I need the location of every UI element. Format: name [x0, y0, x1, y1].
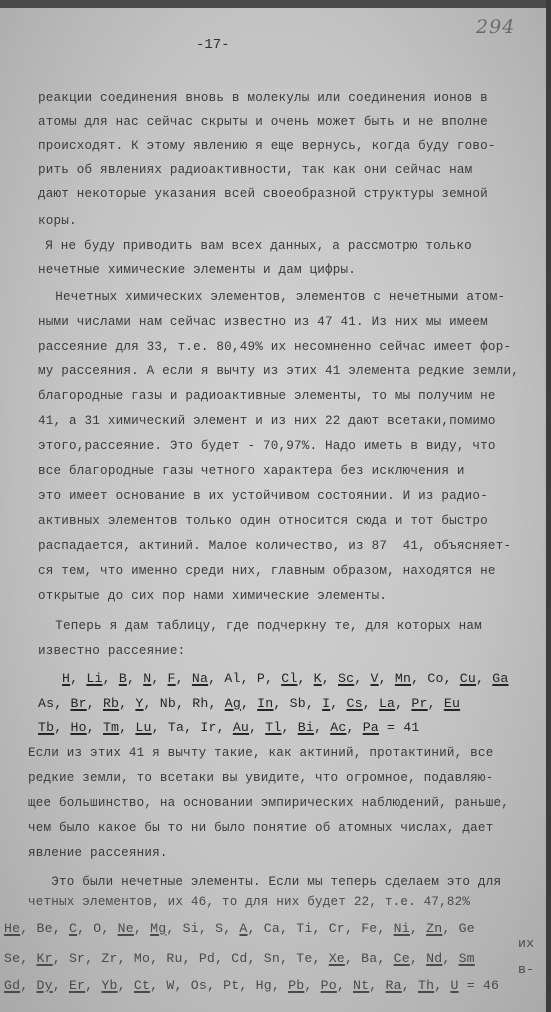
element-symbol: Sb: [289, 696, 306, 711]
text-line: чем было какое бы то ни было понятие об атомных числах, дает: [28, 821, 494, 835]
element-symbol: Sm: [458, 951, 475, 966]
element-symbol: Cd: [231, 951, 248, 966]
even-elements-row-1: He, Be, C, O, Ne, Mg, Si, S, A, Ca, Ti, Cr, Fe, Ni, Zn, Ge: [4, 921, 475, 936]
element-symbol: In: [257, 696, 274, 711]
text-line: нечетные химические элементы и дам цифры.: [38, 263, 357, 277]
text-line: му рассеяния. А если я вычту из этих 41 элемента редкие земли,: [38, 364, 519, 378]
element-symbol: Rh: [192, 696, 209, 711]
element-symbol: Nt: [353, 978, 370, 993]
text-line: коры.: [38, 214, 77, 228]
text-line: это имеет основание в их устойчивом состоянии. И из радио-: [38, 489, 488, 503]
element-symbol: Bi: [297, 720, 314, 735]
text-line: этого,рассеяние. Это будет - 70,97%. Надо иметь в виду, что: [38, 439, 496, 453]
element-symbol: Cu: [459, 671, 477, 686]
element-symbol: Dy: [36, 978, 53, 993]
text-line: Я не буду приводить вам всех данных, а рассмотрю только: [22, 239, 472, 253]
odd-elements-row-2: As, Br, Rb, Y, Nb, Rh, Ag, In, Sb, I, Cs, La, Pr, Eu: [38, 696, 461, 711]
odd-elements-row-1: H, Li, B, N, F, Na, Al, P, Cl, K, Sc, V, Mn, Co, Cu, Ga: [62, 671, 509, 686]
element-symbol: Pt: [223, 978, 240, 993]
element-symbol: Ct: [133, 978, 151, 993]
element-symbol: Te: [296, 951, 313, 966]
text-line: рить об явлениях радиоактивности, так как они сейчас нам: [38, 163, 473, 177]
scan-right-border: [546, 0, 551, 1012]
element-symbol: Cr: [328, 921, 345, 936]
element-symbol: Nb: [159, 696, 176, 711]
element-symbol: As: [38, 696, 55, 711]
text-line: происходят. К этому явлению я еще вернусь, когда буду гово-: [38, 139, 496, 153]
element-symbol: F: [167, 671, 176, 686]
element-symbol: Rb: [102, 696, 120, 711]
element-symbol: Tb: [38, 720, 55, 735]
text-line: рассеяние для 33, т.е. 80,49% их несомненно сейчас имеет фор-: [38, 340, 512, 354]
element-symbol: Po: [320, 978, 337, 993]
element-symbol: Li: [86, 671, 103, 686]
text-line: открытые до сих пор нами химические элементы.: [38, 589, 388, 603]
text-line: благородные газы и радиоактивные элементы, то мы получим не: [38, 389, 496, 403]
page-number: -17-: [196, 37, 230, 53]
element-symbol: Au: [232, 720, 250, 735]
element-symbol: B: [118, 671, 127, 686]
element-symbol: Sn: [263, 951, 280, 966]
text-line: активных элементов только один относится сюда и тот быстро: [38, 514, 488, 528]
text-line: Это были нечетные элементы. Если мы теперь сделаем это для: [28, 875, 502, 889]
element-symbol: Cs: [346, 696, 363, 711]
element-symbol: Ni: [393, 921, 410, 936]
text-line: атомы для нас сейчас скрыты и очень может быть и не вполне: [38, 115, 488, 129]
element-symbol: Ta: [167, 720, 185, 735]
element-symbol: Ti: [296, 921, 313, 936]
text-line: четных элементов, их 46, то для них будет 22, т.е. 47,82%: [28, 895, 471, 909]
element-count: = 46: [458, 978, 500, 993]
element-symbol: Sr: [68, 951, 86, 966]
element-symbol: La: [378, 696, 396, 711]
element-symbol: Be: [36, 921, 53, 936]
handwritten-page-number: 294: [476, 16, 516, 38]
element-symbol: Xe: [328, 951, 345, 966]
element-symbol: Hg: [255, 978, 272, 993]
element-symbol: Th: [417, 978, 435, 993]
element-symbol: Mo: [133, 951, 151, 966]
element-symbol: Kr: [36, 951, 53, 966]
element-symbol: Ga: [492, 671, 509, 686]
text-line: Теперь я дам таблицу, где подчеркну те, для которых нам: [32, 619, 482, 633]
element-symbol: Pb: [288, 978, 305, 993]
element-symbol: Zr: [101, 951, 118, 966]
element-symbol: Nd: [426, 951, 443, 966]
text-line: ся тем, что именно среди них, главным образом, находятся не: [38, 564, 496, 578]
element-symbol: N: [143, 671, 152, 686]
element-symbol: Ra: [385, 978, 402, 993]
element-symbol: Br: [70, 696, 87, 711]
element-symbol: O: [93, 921, 102, 936]
element-symbol: Se: [4, 951, 21, 966]
even-elements-row-1-suffix: их: [518, 936, 535, 951]
element-symbol: Y: [135, 696, 144, 711]
element-symbol: Ir: [200, 720, 217, 735]
element-symbol: Ge: [458, 921, 475, 936]
odd-elements-row-3: Tb, Ho, Tm, Lu, Ta, Ir, Au, Tl, Bi, Ac, Pa = 41: [38, 720, 420, 735]
element-symbol: Os: [190, 978, 207, 993]
element-symbol: Mn: [394, 671, 412, 686]
element-symbol: Si: [182, 921, 199, 936]
element-symbol: Cl: [281, 671, 298, 686]
element-symbol: Ba: [361, 951, 378, 966]
element-symbol: Pr: [411, 696, 428, 711]
element-symbol: Ru: [166, 951, 183, 966]
element-symbol: Er: [68, 978, 86, 993]
element-symbol: Ce: [393, 951, 410, 966]
element-symbol: H: [62, 671, 71, 686]
text-line: известно рассеяние:: [38, 644, 186, 658]
text-line: Нечетных химических элементов, элементов с нечетными атом-: [32, 290, 506, 304]
element-symbol: Yb: [101, 978, 118, 993]
text-line: щее большинство, на основании эмпирических наблюдений, раньше,: [28, 796, 509, 810]
even-elements-row-2-suffix: в-: [518, 962, 535, 977]
text-line: явление рассеяния.: [28, 846, 168, 860]
element-symbol: Ho: [70, 720, 87, 735]
element-symbol: I: [322, 696, 331, 711]
element-symbol: Pa: [362, 720, 379, 735]
element-symbol: Pd: [198, 951, 216, 966]
element-symbol: Mg: [150, 921, 167, 936]
text-line: реакции соединения вновь в молекулы или соединения ионов в: [38, 91, 488, 105]
element-symbol: Co: [427, 671, 444, 686]
even-elements-row-3: Gd, Dy, Er, Yb, Ct, W, Os, Pt, Hg, Pb, Po, Nt, Ra, Th, U = 46: [4, 978, 500, 993]
element-symbol: Tm: [102, 720, 120, 735]
text-line: 41, а 31 химический элемент и из них 22 дают всетаки,помимо: [38, 414, 496, 428]
element-symbol: Ag: [224, 696, 241, 711]
text-line: ными числами нам сейчас известно из 47 41. Из них мы имеем: [38, 315, 488, 329]
element-symbol: Sc: [338, 671, 355, 686]
scan-top-border: [0, 0, 551, 8]
even-elements-row-2: Se, Kr, Sr, Zr, Mo, Ru, Pd, Cd, Sn, Te, Xe, Ba, Ce, Nd, Sm: [4, 951, 475, 966]
element-symbol: W: [166, 978, 175, 993]
text-line: редкие земли, то всетаки вы увидите, что огромное, подавляю-: [28, 771, 494, 785]
element-symbol: Lu: [135, 720, 152, 735]
element-symbol: A: [239, 921, 248, 936]
element-symbol: Ac: [330, 720, 347, 735]
element-symbol: Zn: [426, 921, 443, 936]
text-line: распадается, актиний. Малое количество, из 87 41, объясняет-: [38, 539, 512, 553]
element-symbol: U: [450, 978, 459, 993]
element-count: = 41: [378, 720, 420, 735]
element-symbol: He: [4, 921, 21, 936]
text-line: все благородные газы четного характера без исключения и: [38, 464, 465, 478]
element-symbol: Al: [224, 671, 241, 686]
element-symbol: Fe: [361, 921, 378, 936]
text-line: Если из этих 41 я вычту такие, как актиний, протактиний, все: [28, 746, 494, 760]
element-symbol: Ne: [117, 921, 134, 936]
text-line: дают некоторые указания всей своеобразной структуры земной: [38, 187, 488, 201]
element-symbol: C: [68, 921, 78, 936]
element-symbol: Tl: [265, 720, 282, 735]
element-symbol: Gd: [4, 978, 21, 993]
element-symbol: V: [370, 671, 379, 686]
element-symbol: Ca: [263, 921, 281, 936]
element-symbol: K: [313, 671, 322, 686]
element-symbol: Na: [191, 671, 209, 686]
element-symbol: P: [256, 671, 265, 686]
element-symbol: S: [215, 921, 224, 936]
element-symbol: Eu: [443, 696, 461, 711]
